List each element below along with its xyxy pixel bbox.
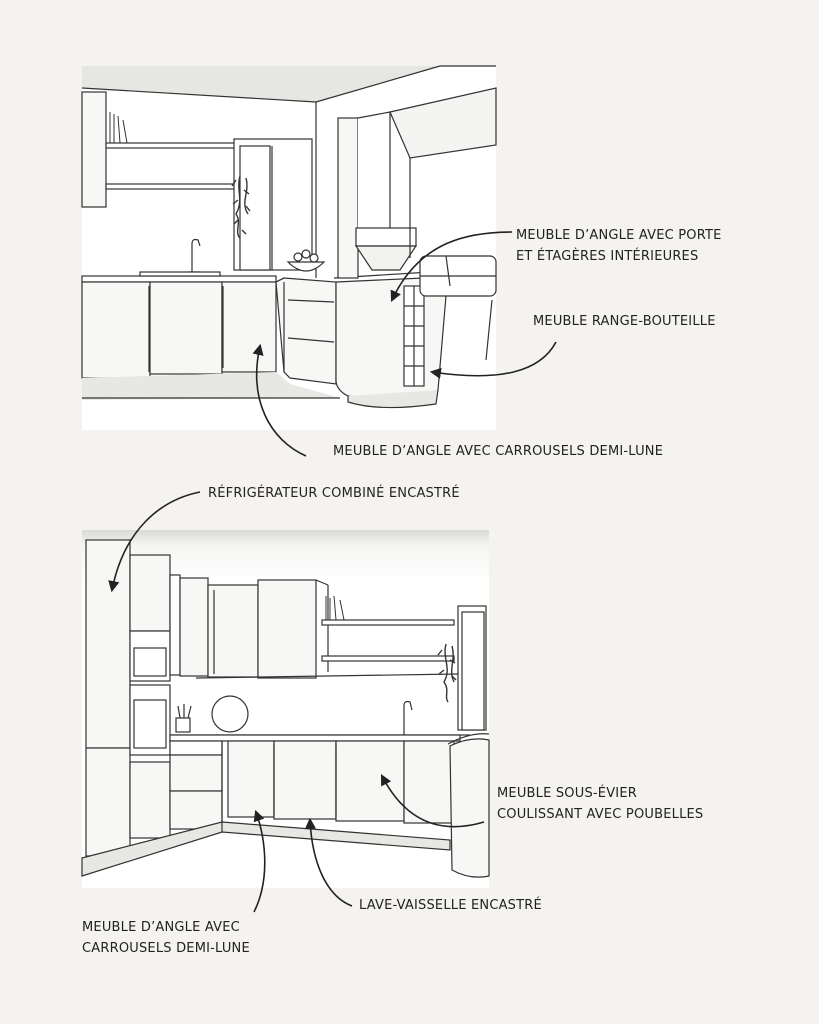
label-line: MEUBLE D’ANGLE AVEC PORTE (516, 228, 722, 243)
label-line: COULISSANT AVEC POUBELLES (497, 807, 704, 822)
top-kitchen-render (82, 66, 496, 430)
label-corner-carousel-unit-bottom (82, 917, 250, 959)
label-line: MEUBLE RANGE-BOUTEILLE (533, 314, 716, 329)
label-line: MEUBLE SOUS-ÉVIER (497, 786, 637, 801)
bottom-kitchen-render (82, 530, 489, 888)
label-dishwasher (359, 895, 542, 916)
label-corner-door-unit (516, 225, 722, 267)
label-line: RÉFRIGÉRATEUR COMBINÉ ENCASTRÉ (208, 486, 460, 501)
label-line: LAVE-VAISSELLE ENCASTRÉ (359, 898, 542, 913)
label-sink-unit (497, 783, 703, 825)
label-line: CARROUSELS DEMI-LUNE (82, 941, 250, 956)
label-corner-carousel-unit-top (333, 441, 663, 462)
label-line: MEUBLE D’ANGLE AVEC (82, 920, 240, 935)
label-line: MEUBLE D’ANGLE AVEC CARROUSELS DEMI-LUNE (333, 444, 664, 459)
label-line: ET ÉTAGÈRES INTÉRIEURES (516, 249, 699, 264)
label-fridge (208, 483, 460, 504)
label-bottle-rack-unit (533, 311, 716, 332)
